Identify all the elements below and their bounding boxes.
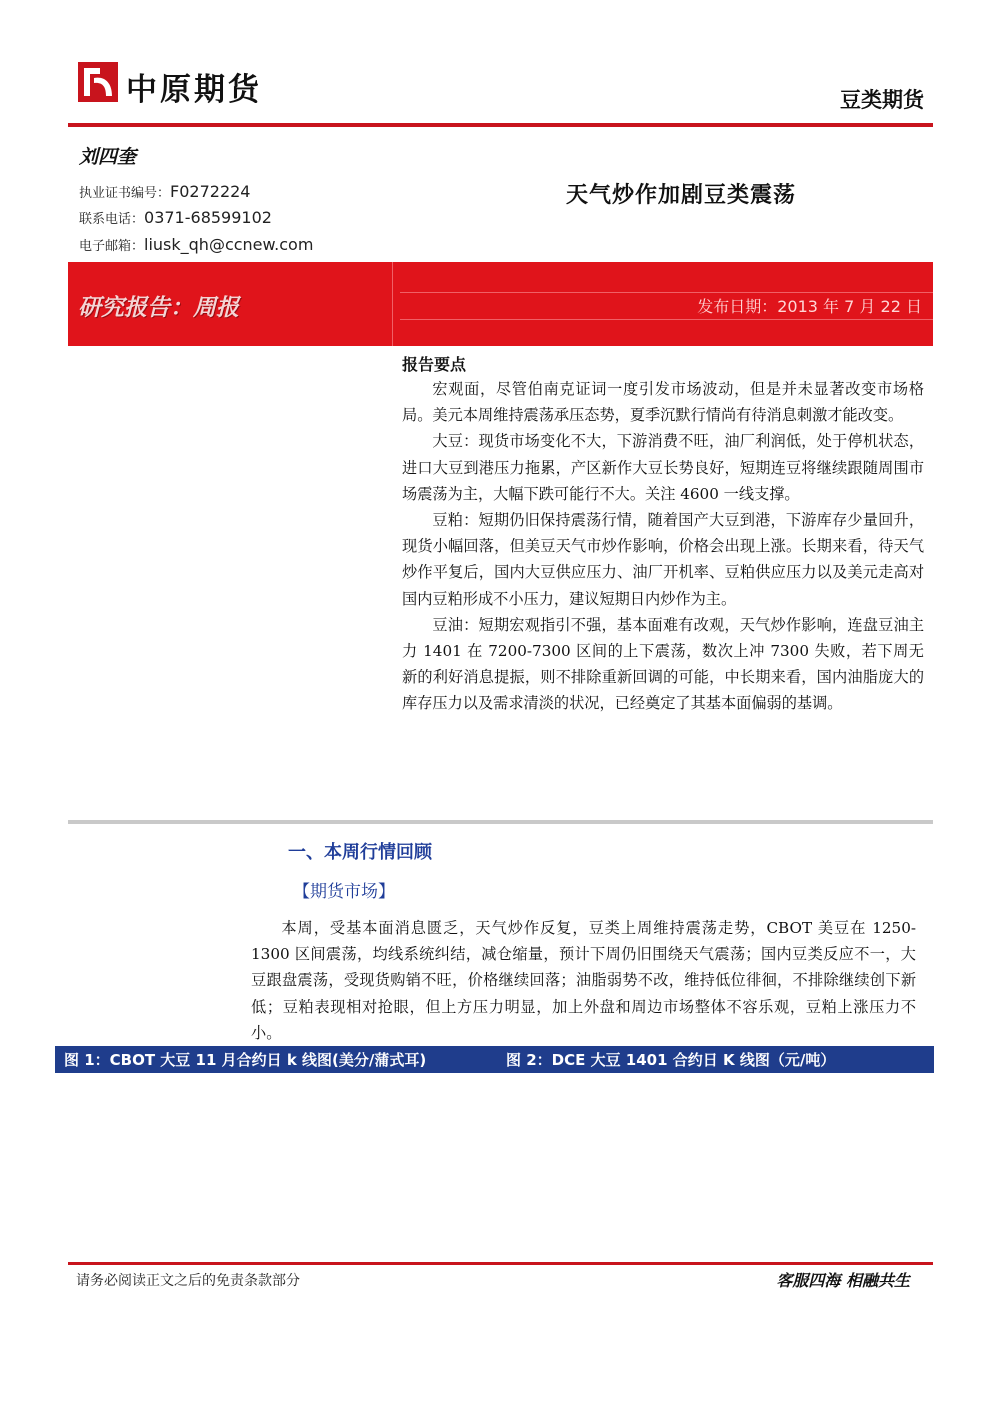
publish-month: 7	[844, 297, 855, 316]
summary-paragraph-soymeal: 豆粕：短期仍旧保持震荡行情，随着国产大豆到港，下游库存少量回升，现货小幅回落，但美豆天气市炒作影响，价格会出现上涨。长期来看，待天气炒作平复后，国内大豆供应压力、油厂开机率、豆粕供应压力以及美元走高对国内豆粕形成不小压力，建议短期日内炒作为主。	[402, 511, 924, 608]
cert-line	[79, 182, 250, 201]
header-divider	[68, 123, 933, 127]
email-label: 电子邮箱：	[79, 239, 145, 254]
cert-label: 执业证书编号：	[79, 186, 171, 201]
company-slogan: 客服四海 相融共生	[776, 1271, 910, 1290]
email-value[interactable]: liusk_qh@ccnew.com	[144, 235, 314, 254]
publish-date	[697, 294, 922, 317]
email-line	[79, 235, 313, 254]
company-name: 中原期货	[126, 72, 262, 108]
summary-divider	[68, 820, 933, 824]
summary-paragraph-macro: 宏观面，尽管伯南克证词一度引发市场波动，但是并未显著改变市场格局。美元本周维持震荡承压态势，夏季沉默行情尚有待消息刺激才能改变。	[402, 380, 924, 425]
footer-divider	[68, 1262, 933, 1265]
publish-year-unit: 年	[823, 297, 840, 316]
publish-day: 22	[880, 297, 901, 316]
publish-day-unit: 日	[905, 297, 922, 316]
figure-2-caption: 图 2：DCE 大豆 1401 合约日 K 线图（元/吨）	[506, 1051, 836, 1069]
market-review-paragraph: 本周，受基本面消息匮乏，天气炒作反复，豆类上周维持震荡走势，CBOT 美豆在 1250-1300 区间震荡，均线系统纠结，减仓缩量，预计下周仍旧围绕天气震荡；国内豆类反应不一，大豆跟盘震荡，受现货购销不旺，价格继续回落；油脂弱势不改，维持低位徘徊，不排除继续创下新低；豆粕表现相对抢眼，但上方压力明显，加上外盘和周边市场整体不容乐观，豆粕上涨压力不小。	[251, 919, 916, 1042]
publish-month-unit: 月	[859, 297, 876, 316]
figure-1-caption: 图 1：CBOT 大豆 11 月合约日 k 线图(美分/蒲式耳)	[64, 1051, 427, 1069]
summary-paragraph-soybean: 大豆：现货市场变化不大，下游消费不旺，油厂利润低，处于停机状态，进口大豆到港压力拖累，产区新作大豆长势良好，短期连豆将继续跟随周围市场震荡为主，大幅下跌可能行不大。关注 4600 一线支撑。	[402, 432, 924, 503]
disclaimer-note: 请务必阅读正文之后的免责条款部分	[76, 1273, 300, 1289]
phone-line	[79, 208, 272, 227]
author-name: 刘四奎	[79, 146, 137, 168]
cert-value: F0272224	[170, 182, 251, 201]
phone-label: 联系电话：	[79, 212, 145, 227]
publish-date-label: 发布日期：	[697, 297, 778, 316]
report-headline: 天气炒作加剧豆类震荡	[566, 182, 797, 208]
phone-value: 0371-68599102	[144, 208, 272, 227]
band-divider	[392, 262, 393, 346]
report-category: 豆类期货	[840, 88, 924, 112]
report-summary	[402, 354, 924, 717]
section-title: 一、本周行情回顾	[288, 842, 432, 863]
company-logo-icon	[78, 62, 118, 102]
summary-paragraph-soyoil: 豆油：短期宏观指引不强，基本面难有改观，天气炒作影响，连盘豆油主力 1401 在 7200-7300 区间的上下震荡，数次上冲 7300 失败，若下周无新的利好消息提振，则不排除重新回调的可能，中长期来看，国内油脂庞大的库存压力以及需求清淡的状况，已经奠定了其基本面偏弱的基调。	[402, 615, 924, 713]
section-subtitle: 【期货市场】	[293, 882, 395, 902]
publish-year: 2013	[777, 297, 818, 316]
report-type-title: 研究报告：周报	[78, 294, 239, 321]
summary-heading: 报告要点	[402, 355, 467, 374]
